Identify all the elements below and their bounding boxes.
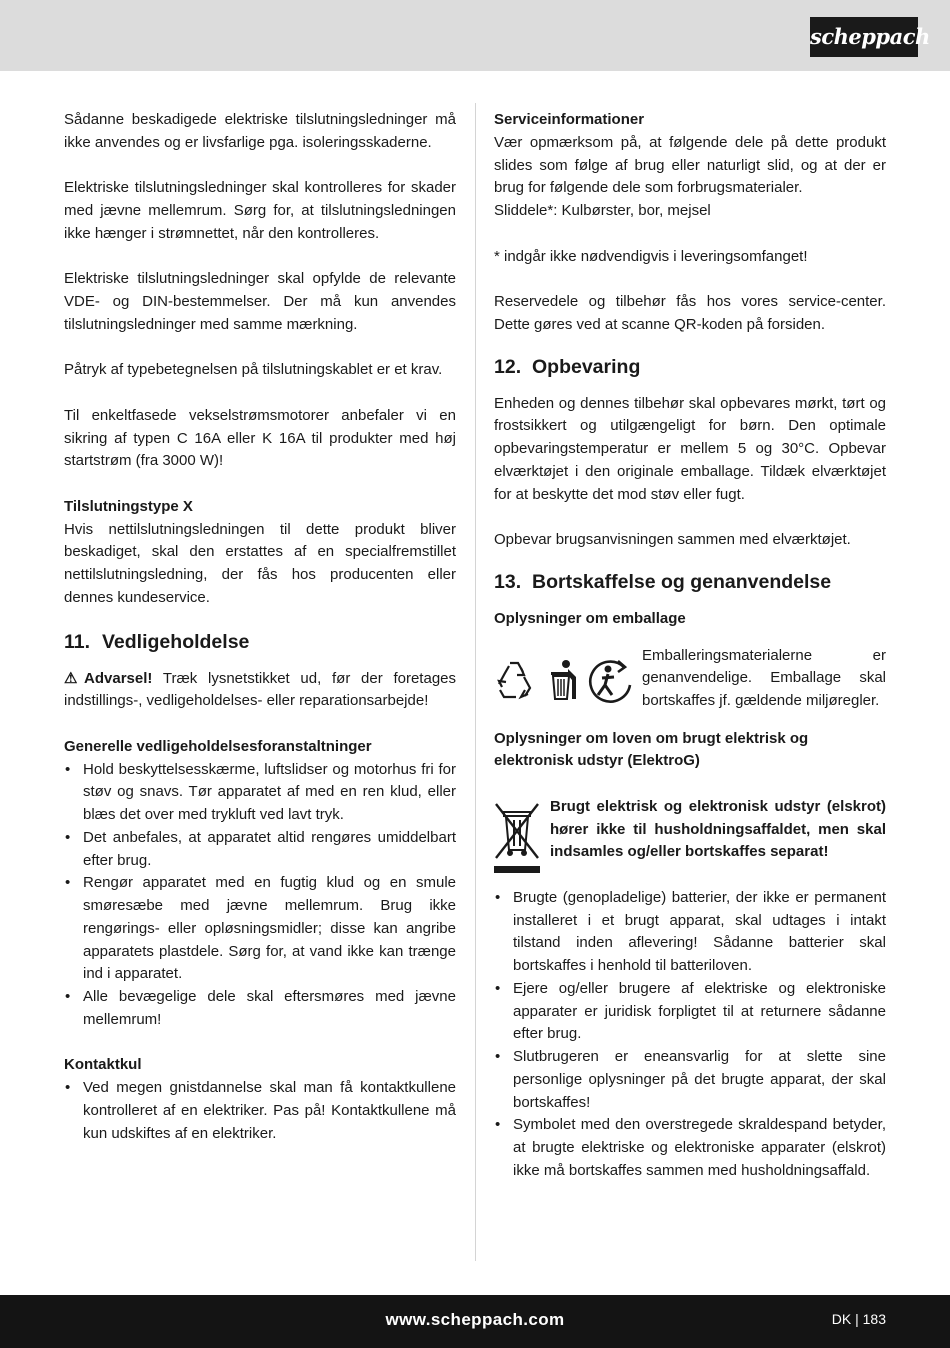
weee-list (494, 887, 886, 1183)
crossed-bin-icon (494, 800, 540, 878)
section-12-heading: 12. Opbevaring (494, 355, 641, 378)
warning-triangle-icon: ⚠ (64, 669, 85, 687)
list-item: • Brugte (genopladelige) batterier, der ikke er permanent installeret i et brugt apparat, skal udtages i intakt tilstand inden aflevering! Sådanne batterier skal bortskaffes i henhold til batteriloven. (494, 887, 886, 978)
connection-type-text: Hvis nettilslutningsledningen til dette produkt bliver beskadiget, skal den erstattes af en specialfremstillet nettilslutningsledning, der fås hos producenten eller dennes kundeservice. (64, 520, 456, 606)
paragraph-fuse-recommendation: Til enkeltfasede vekselstrømsmotorer anbefaler vi en sikring af typen C 16A eller K 16A til produkter med høj startstrøm (fra 3000 W)! (64, 406, 456, 470)
packaging-info-heading: Oplysninger om emballage (494, 609, 686, 627)
list-item: • Slutbrugeren er eneansvarlig for at slette sine personlige oplysninger på det brugte apparat, der skal bortskaffes! (494, 1046, 886, 1114)
right-column (494, 109, 886, 1183)
wear-parts-line: Sliddele*: Kulbørster, bor, mejsel (494, 202, 711, 219)
page-header (0, 0, 950, 71)
column-divider (475, 103, 476, 1261)
language-code: DK (831, 1311, 852, 1327)
list-item: • Symbolet med den overstregede skraldespand betyder, at brugte elektriske og elektroniske apparater (elskrot) ikke må bortskaffes sammen med husholdningsaffald. (494, 1114, 886, 1182)
packaging-block (494, 645, 886, 714)
recycle-icon (499, 663, 530, 697)
page-indicator (832, 1311, 886, 1327)
weee-statement: Brugt elektrisk og elektronisk udstyr (elskrot) hører ikke til husholdningsaffaldet, men skal indsamles og/eller bortskaffes separat! (550, 797, 886, 861)
list-item: • Det anbefales, at apparatet altid rengøres umiddelbart efter brug. (64, 827, 456, 873)
packaging-text: Emballeringsmaterialerne er genanvendelige. Emballage skal bortskaffes jf. gældende miljøregler. (642, 646, 886, 709)
warning-label: Advarsel! (84, 669, 153, 687)
section-13-heading: 13. Bortskaffelse og genanvendelse (494, 570, 832, 593)
general-maintenance-list (64, 759, 456, 1032)
page-separator: | (855, 1311, 859, 1327)
left-column (64, 109, 456, 1145)
list-item: • Rengør apparatet med en fugtig klud og en smule smøresæbe med jævne mellemrum. Brug ikke rengørings- eller opløsningsmidler; disse kan angribe apparatets plastdele. Sørg for, at vand ikke kan trænge ind i apparatet. (64, 872, 456, 986)
trash-person-icon (551, 660, 576, 699)
general-maintenance-heading: Generelle vedligeholdelsesforanstaltninger (64, 737, 372, 755)
list-item: • Ejere og/eller brugere af elektriske og elektroniske apparater er juridisk forpligtet til at returnere sådanne efter brug. (494, 978, 886, 1046)
service-info-text: Vær opmærksom på, at følgende dele på dette produkt slides som følge af brug eller naturligt slid, og at der er brug for følgende dele som forbrugsmaterialer. (494, 133, 886, 197)
page-number: 183 (862, 1311, 886, 1327)
paragraph-cable-inspection: Elektriske tilslutningsledninger skal kontrolleres for skader med jævne mellemrum. Sørg for, at tilslutningsledningen ikke hænger i strømnettet, når den kontrolleres. (64, 179, 456, 242)
website-link[interactable]: www.scheppach.com (385, 1310, 565, 1329)
spare-parts-text: Reservedele og tilbehør fås hos vores service-center. Dette gøres ved at scanne QR-koden på forsiden. (494, 293, 886, 333)
storage-text-manual: Opbevar brugsanvisningen sammen med elværktøjet. (494, 531, 851, 548)
service-info-heading: Serviceinformationer (494, 111, 645, 128)
section-11-heading: 11. Vedligeholdelse (64, 630, 250, 653)
recycling-icons (494, 655, 639, 705)
carbon-brushes-list (64, 1077, 456, 1145)
list-item: • Alle bevægelige dele skal eftersmøres med jævne mellemrum! (64, 986, 456, 1032)
carbon-brushes-heading: Kontaktkul (64, 1056, 142, 1074)
connection-type-heading: Tilslutningstype X (64, 497, 193, 515)
scheppach-logo: scheppach (810, 17, 918, 57)
recycle-person-icon (590, 661, 630, 702)
list-item: • Hold beskyttelsesskærme, luftslidser og motorhus fri for støv og snavs. Tør apparatet af med en ren klud, eller blæs det over med trykluft ved lavt tryk. (64, 759, 456, 827)
footnote-scope-of-delivery: * indgår ikke nødvendigvis i leveringsomfanget! (494, 247, 808, 265)
paragraph-vde-din: Elektriske tilslutningsledninger skal opfylde de relevante VDE- og DIN-bestemmelser. Der må kun anvendes tilslutningsledninger med samme mærkning. (64, 270, 456, 333)
warning-paragraph (64, 668, 456, 714)
weee-heading: Oplysninger om loven om brugt elektrisk og elektronisk udstyr (ElektroG) (494, 729, 809, 770)
weee-block (494, 796, 886, 887)
warning-text: Træk lysnetstikket ud, før der foretages indstillings-, vedligeholdelses- eller reparationsarbejde! (64, 669, 457, 710)
paragraph-damaged-cables: Sådanne beskadigede elektriske tilslutningsledninger må ikke anvendes og er livsfarlige pga. isoleringsskaderne. (64, 111, 456, 151)
storage-text: Enheden og dennes tilbehør skal opbevares mørkt, tørt og frostsikkert og utilgængeligt for børn. Den optimale opbevaringstemperatur er mellem 5 og 30°C. Opbevar elværktøjet i den originale emballage. Tildæk elværktøjet for at beskytte det mod støv eller fugt. (494, 394, 886, 503)
page-footer (0, 1295, 950, 1348)
list-item: • Ved megen gnistdannelse skal man få kontaktkullene kontrolleret af en elektriker. Pas på! Kontaktkullene må kun udskiftes af en elektriker. (64, 1077, 456, 1145)
paragraph-type-designation: Påtryk af typebetegnelsen på tilslutningskablet er et krav. (64, 361, 443, 379)
